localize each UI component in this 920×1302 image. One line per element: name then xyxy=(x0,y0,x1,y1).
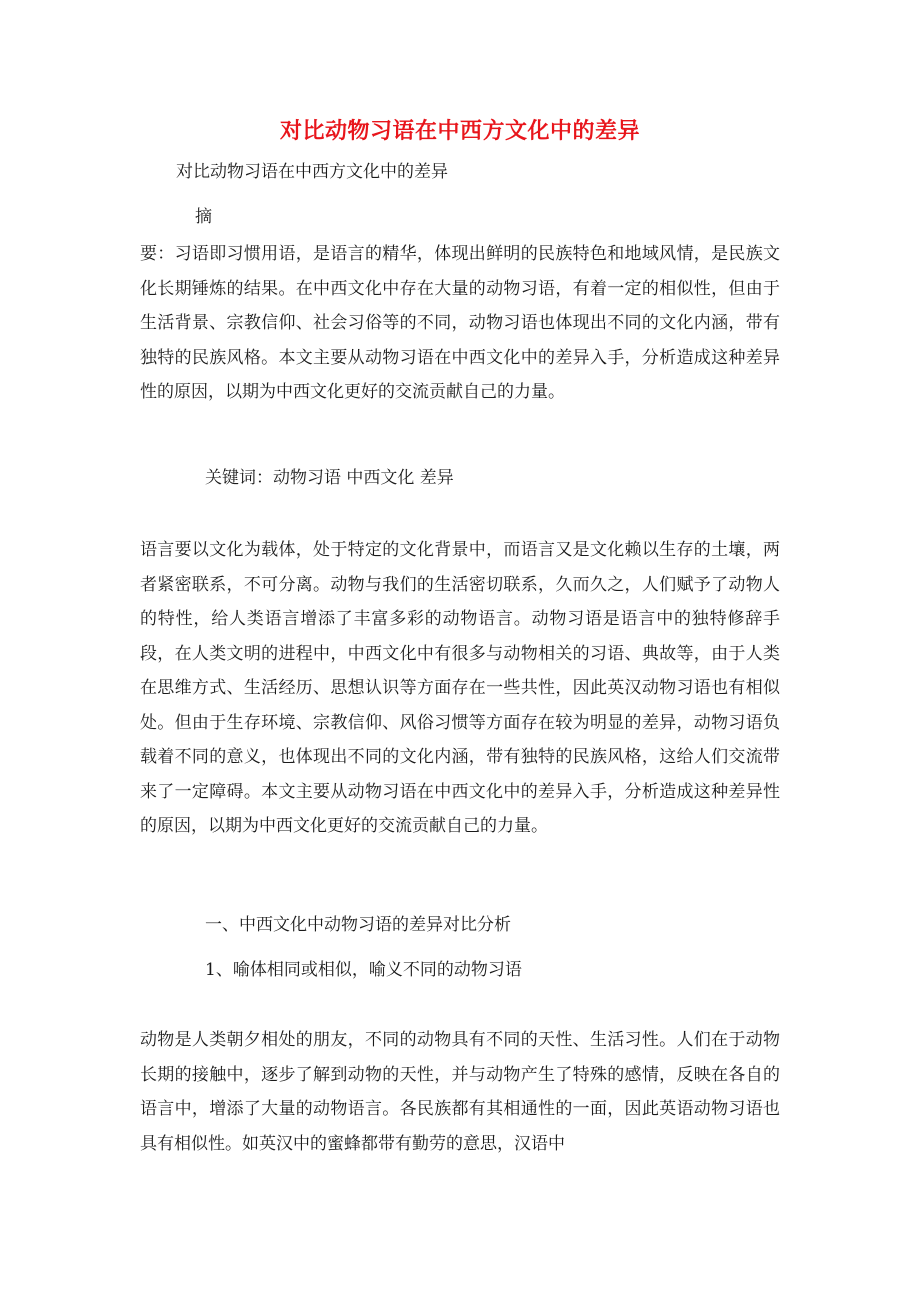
document-subtitle: 对比动物习语在中西方文化中的差异 xyxy=(176,162,448,182)
body-paragraph-1: 语言要以文化为载体，处于特定的文化背景中，而语言又是文化赖以生存的土壤，两者紧密联系，不可分离。动物与我们的生活密切联系，久而久之，人们赋予了动物人的特性，给人类语言增添了丰富多彩的动物语言。动物习语是语言中的独特修辞手段，在人类文明的进程中，中西文化中有很多与动物相关的习语、典故等，由于人类在思维方式、生活经历、思想认识等方面存在一些共性，因此英汉动物习语也有相似处。但由于生存环境、宗教信仰、风俗习惯等方面存在较为明显的差异，动物习语负载着不同的意义，也体现出不同的文化内涵，带有独特的民族风格，这给人们交流带来了一定障碍。本文主要从动物习语在中西文化中的差异入手，分析造成这种差异性的原因，以期为中西文化更好的交流贡献自己的力量。 xyxy=(140,540,780,836)
abstract-text: 要：习语即习惯用语，是语言的精华，体现出鲜明的民族特色和地域风情，是民族文化长期锤炼的结果。在中西文化中存在大量的动物习语，有着一定的相似性，但由于生活背景、宗教信仰、社会习俗等的不同，动物习语也体现出不同的文化内涵，带有独特的民族风格。本文主要从动物习语在中西文化中的差异入手，分析造成这种差异性的原因，以期为中西文化更好的交流贡献自己的力量。 xyxy=(140,244,780,402)
abstract-label: 摘 xyxy=(195,207,212,227)
keywords-line: 关键词：动物习语 中西文化 差异 xyxy=(205,468,454,488)
document-title: 对比动物习语在中西方文化中的差异 xyxy=(279,119,640,144)
section-1-heading: 一、中西文化中动物习语的差异对比分析 xyxy=(205,915,511,935)
body-paragraph-2: 动物是人类朝夕相处的朋友，不同的动物具有不同的天性、生活习性。人们在于动物长期的接触中，逐步了解到动物的天性，并与动物产生了特殊的感情，反映在各自的语言中，增添了大量的动物语言。各民族都有其相通性的一面，因此英语动物习语也具有相似性。如英汉中的蜜蜂都带有勤劳的意思，汉语中 xyxy=(140,1030,780,1154)
subsection-1-heading: 1、喻体相同或相似，喻义不同的动物习语 xyxy=(205,960,522,980)
